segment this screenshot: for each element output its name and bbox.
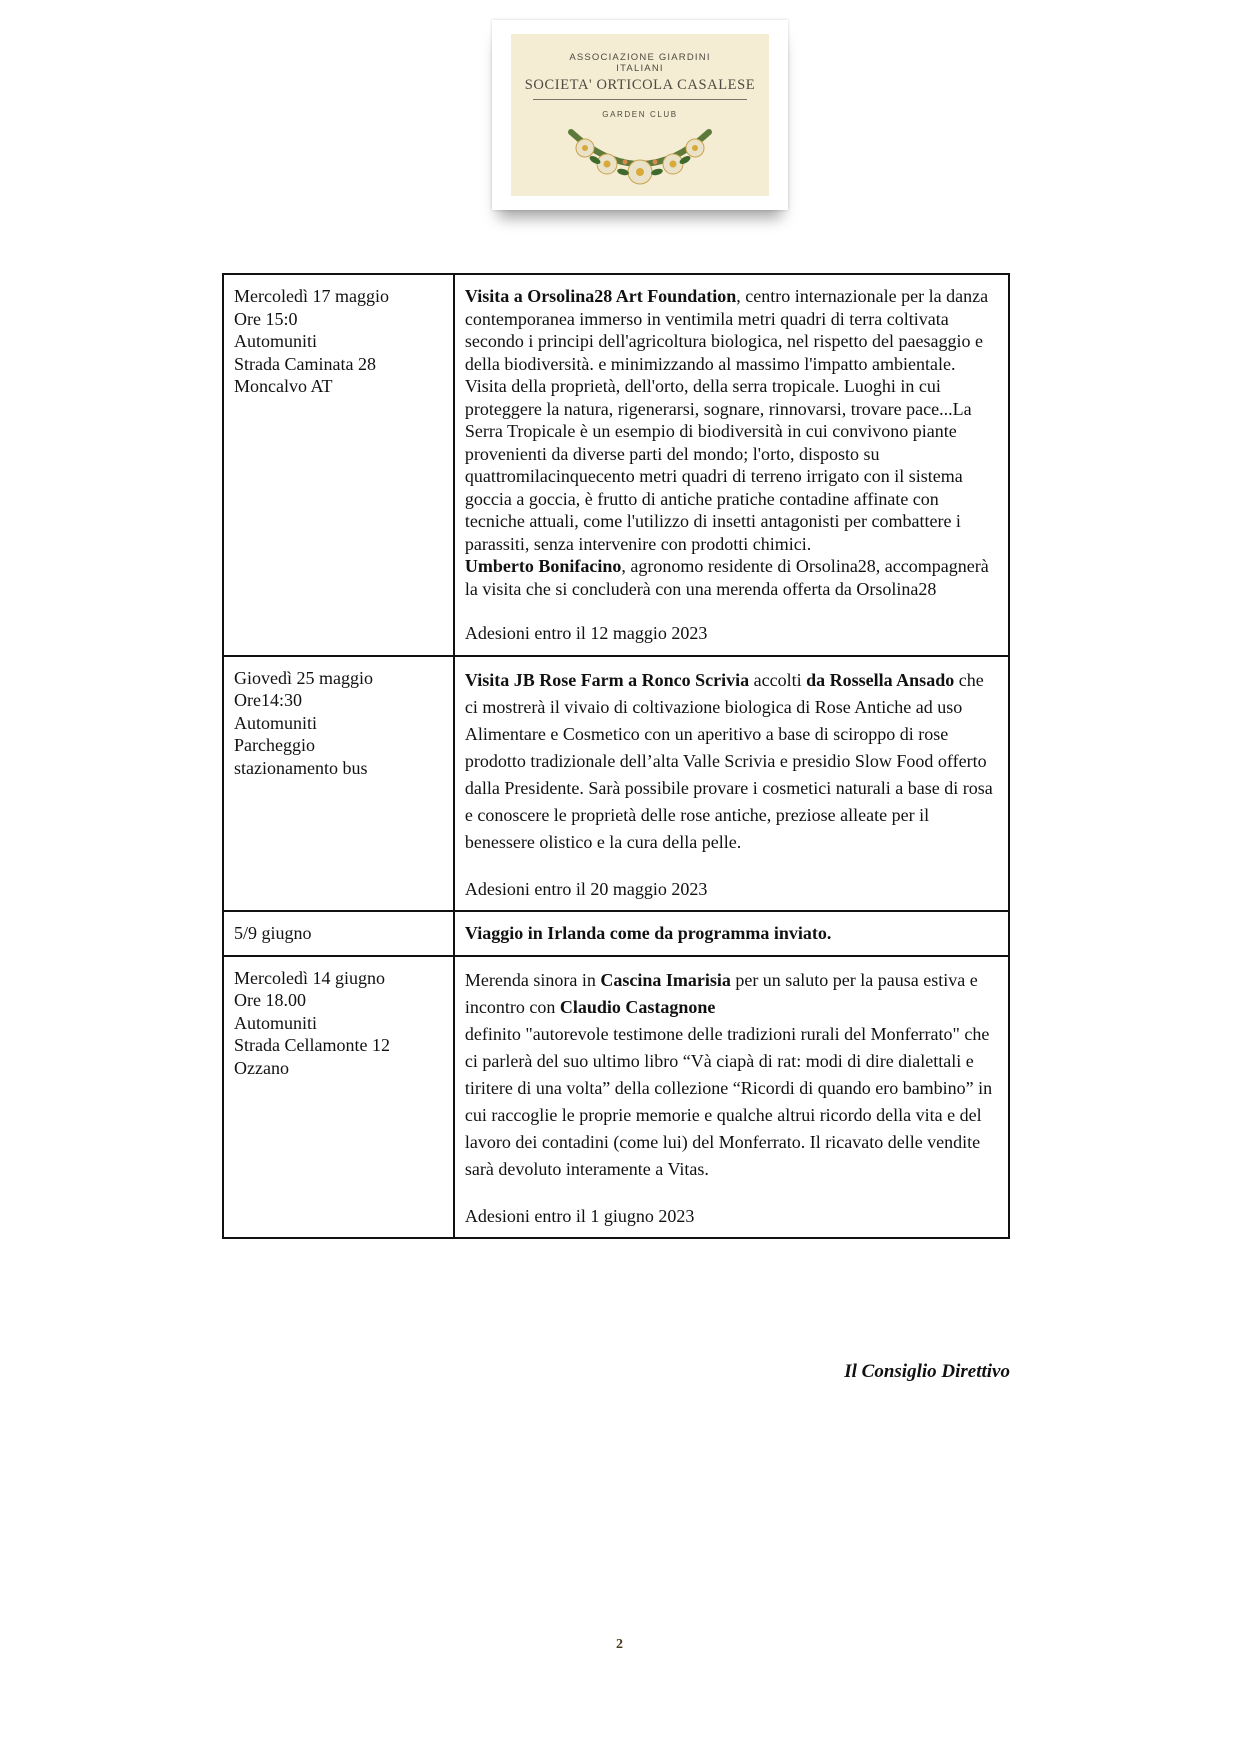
club-logo	[511, 34, 769, 196]
signature: Il Consiglio Direttivo	[844, 1361, 1010, 1382]
table-row	[223, 911, 1009, 956]
events-table	[222, 273, 1010, 1239]
logo-society-name: SOCIETA' ORTICOLA CASALESE	[524, 77, 756, 93]
logo-divider	[533, 99, 747, 100]
venue-name: Cascina Imarisia	[600, 969, 731, 990]
host-name: da Rossella Ansado	[806, 669, 955, 690]
flower-garland-icon	[567, 126, 713, 188]
deadline: Adesioni entro il 12 maggio 2023	[464, 623, 708, 643]
logo-frame	[492, 20, 788, 210]
deadline: Adesioni entro il 1 giugno 2023	[464, 1205, 695, 1226]
table-row	[223, 656, 1009, 912]
deadline: Adesioni entro il 20 maggio 2023	[464, 878, 708, 899]
speaker-name: Claudio Castagnone	[559, 996, 716, 1017]
event-date-cell: Giovedì 25 maggio Ore14:30 Automuniti Parcheggio stazionamento bus	[223, 656, 454, 912]
event-date-cell: 5/9 giugno	[223, 911, 454, 956]
event-description-cell	[454, 911, 1009, 956]
event-description-cell: Visita a Orsolina28 Art Foundation, centro internazionale per la danza contemporanea immerso in ventimila metri quadri di terra coltivata secondo i principi dell'agricoltura biologica, nel rispetto del paesaggio e della biodiversità. e minimizzando al massimo l'impatto ambientale. Visita della proprietà, dell'orto, della serra tropicale. Luoghi in cui proteggere la natura, rigenerarsi, sognare, rinnovarsi, trovare pace...La Serra Tropicale è un esempio di biodiversità in cui convivono piante provenienti da diverse parti del mondo; l'orto, disposto su quattromilacinquecento metri quadri di terreno irrigato con il sistema goccia a goccia, è frutto di antiche pratiche contadine affinate con tecniche attuali, come l'utilizzo di insetti antagonisti per combattere i parassiti, senza intervenire con prodotti chimici. Umberto Bonifacino, agronomo residente di Orsolina28, accompagnerà la visita che si concluderà con una merenda offerta da Orsolina28 Adesioni entro il 12 maggio 2023	[454, 274, 1009, 656]
event-date-cell: Mercoledì 17 maggio Ore 15:0 Automuniti Strada Caminata 28 Moncalvo AT	[223, 274, 454, 656]
event-title: Visita a Orsolina28 Art Foundation	[464, 286, 737, 306]
guide-name: Umberto Bonifacino	[464, 556, 622, 576]
event-description-cell: Visita JB Rose Farm a Ronco Scrivia accolti da Rossella Ansado che ci mostrerà il vivaio di coltivazione biologica di Rose Antiche ad uso Alimentare e Cosmetico con un aperitivo a base di sciroppo di rose prodotto tradizionale dell’alta Valle Scrivia e presidio Slow Food offerto dalla Presidente. Sarà possibile provare i cosmetici naturali a base di rosa e conoscere le proprietà delle rose antiche, preziose alleate per il benessere olistico e la cura della pelle. Adesioni entro il 20 maggio 2023	[454, 656, 1009, 912]
table-row	[223, 274, 1009, 656]
event-date-cell: Mercoledì 14 giugno Ore 18.00 Automuniti Strada Cellamonte 12 Ozzano	[223, 956, 454, 1239]
logo-garden-club: GARDEN CLUB	[602, 110, 678, 119]
table-row	[223, 956, 1009, 1239]
page-number: 2	[616, 1637, 623, 1652]
event-description-cell: Merenda sinora in Cascina Imarisia per un saluto per la pausa estiva e incontro con Claudio Castagnone definito "autorevole testimone delle tradizioni rurali del Monferrato" che ci parlerà del suo ultimo libro “Và ciapà di rat: modi di dire dialettali e tiritere di una volta” della collezione “Ricordi di quando ero bambino” in cui raccoglie le proprie memorie e qualche altrui ricordo della vita e del lavoro dei contadini (come lui) del Monferrato. Il ricavato delle vendite sarà devoluto interamente a Vitas. Adesioni entro il 1 giugno 2023	[454, 956, 1009, 1239]
event-title: Viaggio in Irlanda come da programma inviato.	[464, 923, 832, 943]
event-title: Visita JB Rose Farm a Ronco Scrivia	[464, 669, 750, 690]
logo-association-line: ASSOCIAZIONE GIARDINI ITALIANI	[569, 52, 711, 74]
